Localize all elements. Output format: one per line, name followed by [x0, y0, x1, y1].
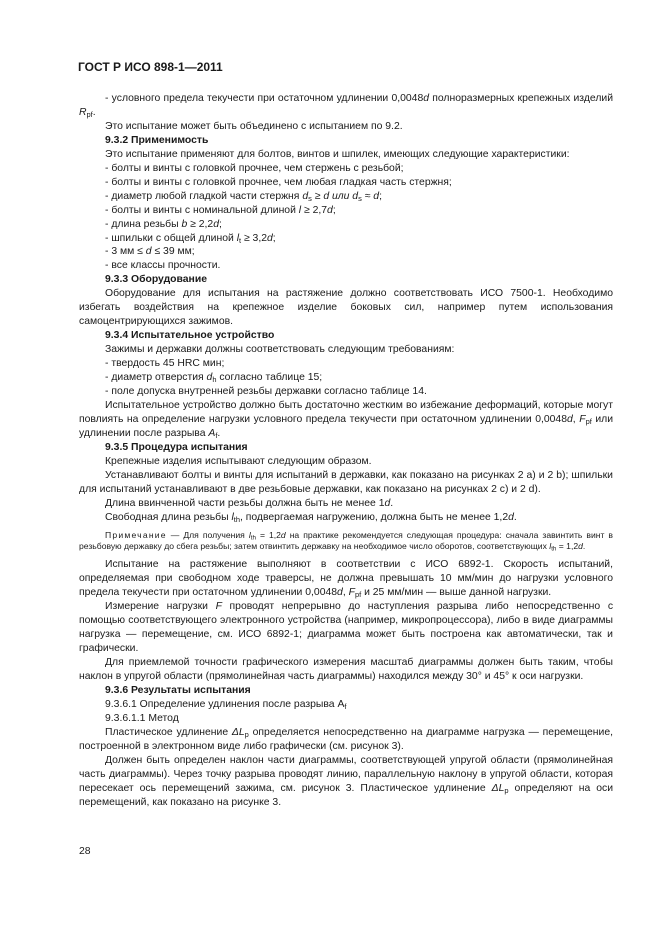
text-segment: ≤ 39 мм;	[154, 246, 195, 258]
punct: ;	[379, 190, 382, 202]
subscript-s: s	[358, 193, 362, 203]
symbol-l: l	[231, 511, 234, 523]
punct: ,	[572, 413, 576, 425]
paragraph-combine: Это испытание может быть объединено с испытанием по 9.2.	[105, 120, 403, 132]
paragraph-plastic-elongation	[79, 726, 613, 754]
paragraph-engaged-length	[79, 497, 613, 511]
symbol-geq: ≥	[314, 190, 321, 202]
symbol-d: d	[302, 190, 309, 202]
paragraph-free-length	[79, 511, 613, 525]
paragraph-slope	[79, 754, 613, 810]
text-segment: - болты и винты с номинальной длиной	[105, 204, 296, 216]
text-segment: ≥ 2,7	[304, 204, 328, 216]
subscript-h: h	[212, 374, 217, 384]
punct: ;	[332, 204, 336, 216]
text-segment: - диаметр любой гладкой части стержня	[105, 190, 300, 202]
list-item: - все классы прочности.	[105, 260, 221, 272]
subscript-th: th	[233, 514, 240, 524]
symbol-l: l	[549, 540, 552, 551]
text-segment: согласно таблице 15;	[219, 372, 323, 384]
symbol-delta-l: ΔL	[231, 726, 245, 738]
symbol-d: d	[578, 540, 583, 551]
subscript-p: p	[244, 729, 249, 739]
text-segment: полноразмерных крепежных изделий	[432, 93, 614, 104]
heading-9-3-5: 9.3.5 Процедура испытания	[105, 441, 248, 453]
symbol-d: d	[337, 587, 343, 599]
subscript-pf: pf	[354, 590, 362, 600]
symbol-b: b	[181, 218, 188, 230]
list-item	[79, 232, 613, 246]
text-segment: проводят непрерывно до наступления разрыва либо непосредственно с помощью соответствующего электронного устройства (например, микропроцессора), либо в виде диаграммы нагрузка — перемещение, см. ИСО 6892-1; диаграмма может быть построена как автоматически, так и графически.	[79, 601, 614, 655]
text-segment: 9.3.6.1 Определение удлинения после разрыва A	[105, 698, 345, 710]
list-item: - твердость 45 HRC мин;	[105, 358, 225, 370]
text-segment: Испытательное устройство должно быть достаточно жестким во избежание деформаций, которые могут повлиять на определение нагрузки условного предела текучести при остаточном удлинении 0,0048	[79, 399, 613, 425]
symbol-d: d	[352, 190, 359, 202]
symbol-f: F	[348, 587, 355, 599]
punct: .	[92, 106, 96, 118]
symbol-d: d	[213, 218, 219, 230]
symbol-l: l	[236, 232, 239, 244]
symbol-r: R	[79, 106, 87, 118]
text-segment: - диаметр отверстия	[105, 372, 204, 384]
list-item	[79, 371, 613, 385]
paragraph-grips: Зажимы и державки должны соответствовать следующим требованиям:	[105, 344, 455, 356]
symbol-l: l	[248, 529, 251, 540]
text-segment: Испытание на растяжение выполняют в соответствии с ИСО 6892-1. Скорость испытаний, определяемая при свободном ходе траверсы, не должна превышать 10 мм/мин до нагрузки условного предела текучести при остаточном удлинении 0,0048	[79, 559, 613, 599]
subscript-p: p	[504, 785, 509, 795]
text-segment: Свободная длина резьбы	[105, 511, 229, 523]
punct: ,	[342, 587, 346, 599]
list-item	[79, 218, 613, 232]
page-body	[79, 92, 613, 810]
list-item: - болты и винты с головкой прочнее, чем стержень с резьбой;	[105, 162, 404, 174]
paragraph-diagram-scale: Для приемлемой точности графического измерения масштаб диаграммы должен быть таким, чтобы наклон в упругой области (прямолинейная часть диаграммы) находился между 30° и 45° к оси нагрузки.	[79, 657, 613, 682]
symbol-d: d	[567, 413, 573, 425]
paragraph-yield-strength	[79, 92, 613, 120]
text-segment: - 3 мм ≤	[105, 246, 143, 258]
page-number: 28	[79, 846, 91, 857]
list-item: - поле допуска внутренней резьбы державки согласно таблице 14.	[105, 386, 427, 398]
text-segment: ≥ 2,2	[190, 218, 214, 230]
subscript-t: t	[239, 235, 242, 245]
subscript-pf: pf	[86, 109, 93, 119]
punct: .	[513, 511, 517, 523]
text-segment: ≥ 3,2	[243, 232, 268, 244]
symbol-a: A	[208, 427, 216, 439]
text-segment: определяется непосредственно на диаграмме нагрузка — перемещение, построенной в электронном виде либо графически (см. рисунок 3).	[79, 726, 613, 752]
text-segment: Должен быть определен наклон части диаграммы, соответствующей упругой области (прямолинейная часть диаграммы). Через точку разрыва проводят линию, параллельную наклону в упругой области, которая пересекает ось перемещений зажима, см. рисунок 3. Пластическое удлинение	[79, 754, 613, 794]
paragraph-tensile-test	[79, 558, 613, 600]
text-segment: = 1,2	[558, 540, 579, 551]
subscript-th: th	[551, 545, 557, 553]
symbol-l: l	[298, 204, 302, 216]
symbol-f: F	[579, 413, 586, 425]
heading-9-3-6-1-1: 9.3.6.1.1 Метод	[105, 712, 179, 724]
text-segment: = 1,2	[259, 529, 281, 540]
paragraph-mounting: Устанавливают болты и винты для испытаний в державки, как показано на рисунках 2 a) и 2 b); шпильки для испытаний устанавливают в две резьбовые державки, как показано на рисунках 2 c) и 2 d).	[79, 469, 613, 495]
list-item	[79, 190, 613, 204]
text-segment: - условного предела текучести при остаточном удлинении 0,0048	[105, 93, 424, 104]
paragraph-rigidity	[79, 399, 613, 441]
paragraph-load-measurement	[79, 600, 613, 656]
note	[79, 530, 613, 553]
symbol-d: d	[206, 372, 213, 384]
paragraph-procedure: Крепежные изделия испытывают следующим образом.	[105, 455, 372, 467]
heading-9-3-4: 9.3.4 Испытательное устройство	[105, 330, 275, 342]
punct: .	[217, 427, 221, 439]
symbol-approx: ≈	[364, 190, 371, 202]
symbol-d: d	[323, 190, 330, 202]
symbol-d: d	[267, 232, 273, 244]
symbol-d: d	[384, 497, 391, 509]
punct: .	[582, 540, 586, 551]
note-label: Примечание	[105, 529, 167, 540]
subscript-pf: pf	[585, 416, 592, 426]
document-header: ГОСТ Р ИСО 898-1—2011	[78, 60, 223, 74]
text-segment: — Для получения	[170, 529, 245, 540]
text-segment: определяют на оси перемещений, как показано на рисунке 3.	[79, 782, 614, 808]
list-item	[79, 245, 613, 259]
text-segment: Измерение нагрузки	[105, 601, 208, 613]
text-segment: и 25 мм/мин — выше данной нагрузки.	[364, 587, 552, 599]
symbol-delta-l: ΔL	[491, 782, 505, 794]
subscript-f: f	[215, 430, 218, 440]
text-segment: Пластическое удлинение	[105, 726, 229, 738]
punct: .	[390, 497, 394, 509]
list-item	[79, 204, 613, 218]
heading-9-3-3: 9.3.3 Оборудование	[105, 274, 207, 286]
heading-9-3-2: 9.3.2 Применимость	[105, 134, 209, 146]
text-segment: - длина резьбы	[105, 218, 179, 230]
symbol-f: F	[215, 601, 222, 613]
text-segment: Длина ввинченной части резьбы должна быть не менее 1	[105, 497, 385, 509]
symbol-d: d	[280, 529, 286, 540]
text-segment: - шпильки с общей длиной	[105, 232, 234, 244]
symbol-d: d	[327, 204, 333, 216]
subscript-th: th	[250, 534, 256, 542]
subscript-f: f	[344, 701, 347, 711]
symbol-d: d	[508, 511, 514, 523]
paragraph-applicability: Это испытание применяют для болтов, винтов и шпилек, имеющих следующие характеристики:	[105, 148, 570, 160]
paragraph-equipment: Оборудование для испытания на растяжение должно соответствовать ИСО 7500-1. Необходимо избегать воздействия на крепежное изделие боковых сил, например путем использования самоцентрирующихся зажимов.	[79, 288, 613, 328]
symbol-d: d	[145, 246, 152, 258]
text-segment: на практике рекомендуется следующая процедура: сначала завинтить винт в резьбовую державку до сбега резьбы; затем отвинтить державку на необходимое число оборотов, соответствующих	[79, 529, 613, 551]
text-segment: , подвергаемая нагружению, должна быть не менее 1,2	[239, 511, 509, 523]
punct: ;	[272, 232, 276, 244]
heading-9-3-6-1	[79, 698, 613, 712]
text-segment: или удлинении после разрыва	[79, 413, 613, 439]
text-segment: или	[331, 190, 350, 202]
punct: ;	[219, 218, 222, 230]
symbol-d: d	[373, 190, 380, 202]
subscript-s: s	[308, 193, 312, 203]
heading-9-3-6: 9.3.6 Результаты испытания	[105, 684, 251, 696]
list-item: - болты и винты с головкой прочнее, чем любая гладкая часть стержня;	[105, 176, 452, 188]
symbol-d: d	[423, 93, 430, 104]
